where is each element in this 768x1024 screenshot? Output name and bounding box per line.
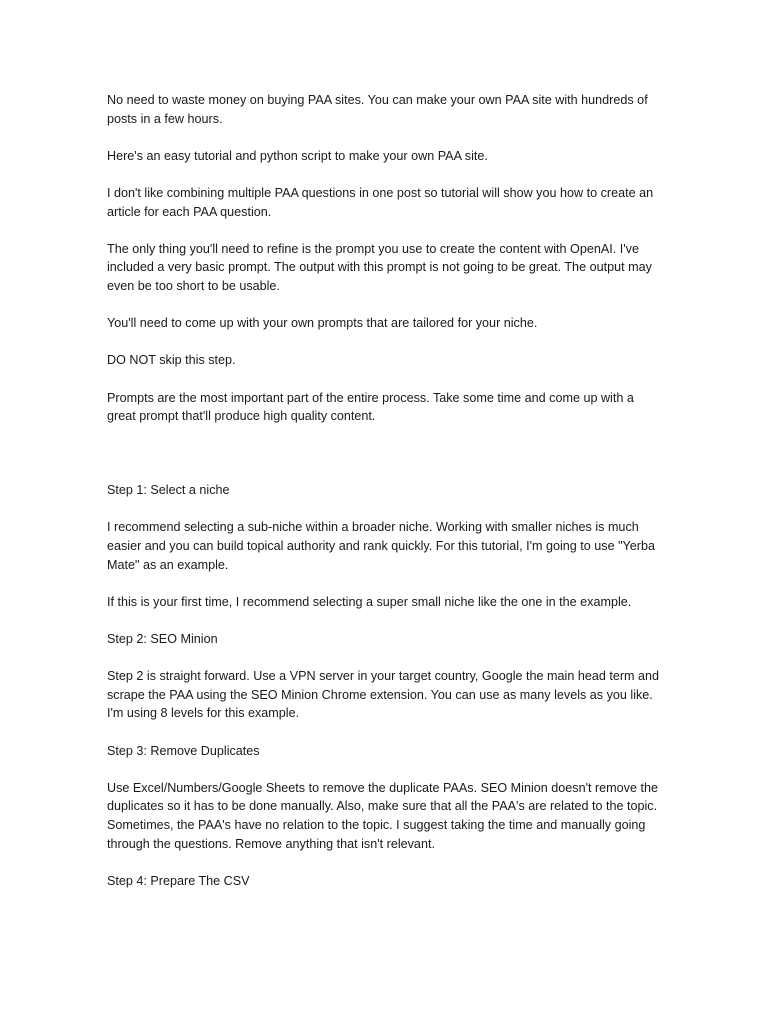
intro-paragraph-4: The only thing you'll need to refine is the prompt you use to create the content with OpenAI. I've included a very basic prompt. The output with this prompt is not going to be great. The output may even be too short to be usable. — [107, 241, 652, 293]
intro-paragraph-2: Here's an easy tutorial and python script to make your own PAA site. — [107, 148, 488, 163]
step-4-heading: Step 4: Prepare The CSV — [107, 873, 250, 888]
intro-paragraph-5: You'll need to come up with your own prompts that are tailored for your niche. — [107, 316, 538, 331]
step-3-paragraph-1: Use Excel/Numbers/Google Sheets to remove the duplicate PAAs. SEO Minion doesn't remove the duplicates so it has to be done manually. Also, make sure that all the PAA's are related to the topic. Sometimes, the PAA's have no relation to the topic. I suggest taking the time and manually going through the questions. Remove anything that isn't relevant. — [107, 780, 658, 851]
intro-paragraph-6: DO NOT skip this step. — [107, 353, 236, 368]
step-1-paragraph-1: I recommend selecting a sub-niche within a broader niche. Working with smaller niches is much easier and you can build topical authority and rank quickly. For this tutorial, I'm going to use "Yerba Mate" as an example. — [107, 520, 656, 572]
step-2-paragraph-1: Step 2 is straight forward. Use a VPN server in your target country, Google the main head term and scrape the PAA using the SEO Minion Chrome extension. You can use as many levels as you like. I'm using 8 levels for this example. — [107, 669, 660, 721]
section-gap — [107, 444, 662, 481]
step-3-heading: Step 3: Remove Duplicates — [107, 743, 260, 758]
document-page — [107, 91, 662, 909]
step-1-heading: Step 1: Select a niche — [107, 483, 230, 498]
step-2-heading: Step 2: SEO Minion — [107, 632, 218, 647]
intro-paragraph-7: Prompts are the most important part of the entire process. Take some time and come up with a great prompt that'll produce high quality content. — [107, 390, 634, 424]
step-1-paragraph-2: If this is your first time, I recommend selecting a super small niche like the one in the example. — [107, 594, 632, 609]
intro-paragraph-3: I don't like combining multiple PAA questions in one post so tutorial will show you how to create an article for each PAA question. — [107, 185, 654, 219]
intro-paragraph-1: No need to waste money on buying PAA sites. You can make your own PAA site with hundreds of posts in a few hours. — [107, 93, 648, 126]
